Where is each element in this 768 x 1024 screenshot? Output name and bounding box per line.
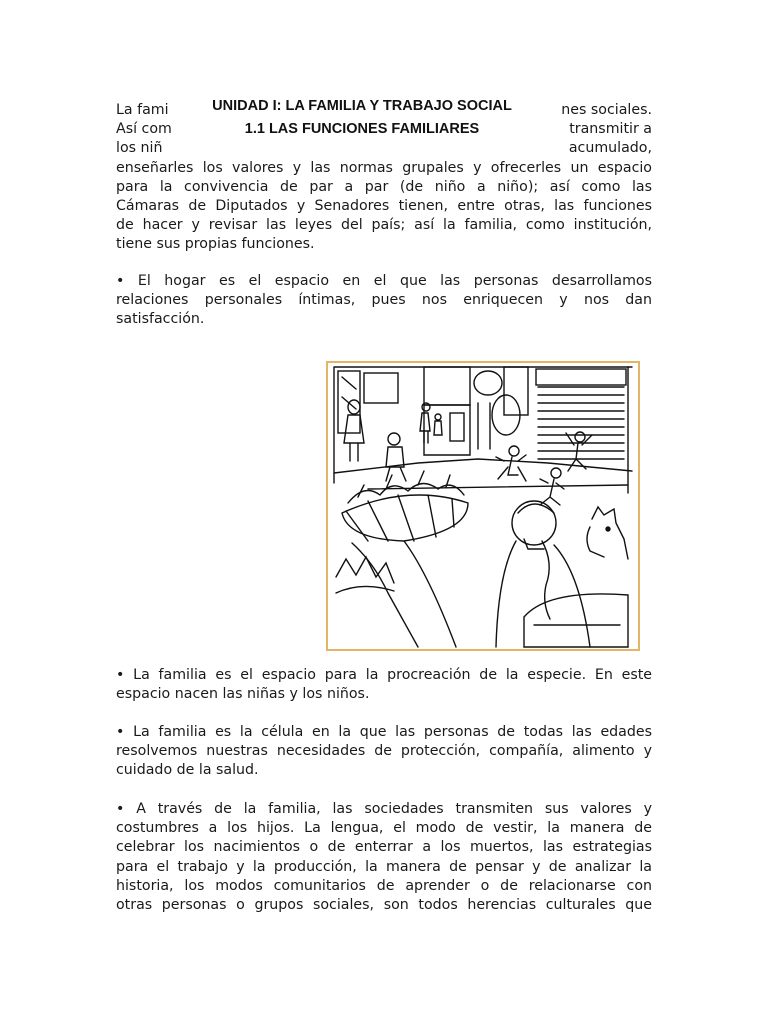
intro-line-2-left: Así com	[116, 121, 172, 138]
bullet-marker: •	[116, 667, 125, 683]
intro-line-3-left: los niñ	[116, 140, 163, 157]
intro-line-8: tiene sus propias funciones.	[116, 236, 315, 253]
bullet-2-line-2: espacio nacen las niñas y los niños.	[116, 686, 370, 703]
bullet-paragraph-sociedades	[116, 800, 652, 915]
title-box	[192, 96, 532, 146]
intro-line-7: de hacer y revisar las leyes del país; así la familia, como institución,	[116, 217, 652, 234]
bullet-paragraph-hogar	[116, 272, 652, 330]
intro-line-4: enseñarles los valores y las normas grupales y ofrecerles un espacio	[116, 159, 652, 176]
bullet-1-line-2: relaciones personales íntimas, pues nos enriquecen y nos dan	[116, 292, 652, 309]
bullet-marker: •	[116, 273, 125, 289]
bullet-2-line-1	[116, 666, 652, 685]
bullet-3-text-1: La familia es la célula en la que las personas de todas las edades	[133, 724, 652, 740]
bullet-4-line-4: para el trabajo y la producción, la manera de pensar y de analizar la	[116, 858, 652, 875]
intro-line-5: para la convivencia de par a par (de niño a niño); así como las	[116, 178, 652, 195]
bullet-2-text-1: La familia es el espacio para la procreación de la especie. En este	[133, 667, 653, 683]
bullet-3-line-2: resolvemos nuestras necesidades de protección, compañía, alimento y	[116, 743, 652, 760]
street-scene-illustration	[326, 361, 640, 651]
bullet-4-line-1	[116, 800, 652, 819]
bullet-4-line-6: otras personas o grupos sociales, son todos herencias culturales que	[116, 897, 652, 914]
unit-title: UNIDAD I: LA FAMILIA Y TRABAJO SOCIAL	[212, 98, 512, 114]
bullet-1-text-1: El hogar es el espacio en el que las personas desarrollamos	[137, 273, 652, 289]
bullet-4-line-5: historia, los modos comunitarios de aprender o de relacionarse con	[116, 877, 652, 894]
bullet-4-line-3: celebrar los nacimientos o de enterrar a los muertos, las estrategias	[116, 839, 652, 856]
bullet-3-line-1	[116, 723, 652, 742]
intro-line-1-right: nes sociales.	[561, 102, 652, 118]
intro-line-6: Cámaras de Diputados y Senadores tienen, entre otras, las funciones	[116, 198, 652, 215]
intro-line-3-right: acumulado,	[568, 140, 652, 157]
bullet-1-line-1	[116, 272, 652, 291]
bullet-marker: •	[116, 801, 125, 817]
bullet-4-line-2: costumbres a los hijos. La lengua, el modo de vestir, la manera de	[116, 820, 652, 837]
bullet-1-line-3: satisfacción.	[116, 311, 205, 328]
intro-line-2-right: transmitir a	[569, 121, 652, 138]
intro-line-1-left: La fami	[116, 102, 169, 118]
bullet-paragraph-celula	[116, 723, 652, 781]
section-title: 1.1 LAS FUNCIONES FAMILIARES	[244, 121, 480, 137]
bullet-marker: •	[116, 724, 125, 740]
bullet-paragraph-procreacion	[116, 666, 652, 704]
bullet-4-text-1: A través de la familia, las sociedades transmiten sus valores y	[136, 801, 652, 817]
bullet-3-line-3: cuidado de la salud.	[116, 762, 259, 779]
